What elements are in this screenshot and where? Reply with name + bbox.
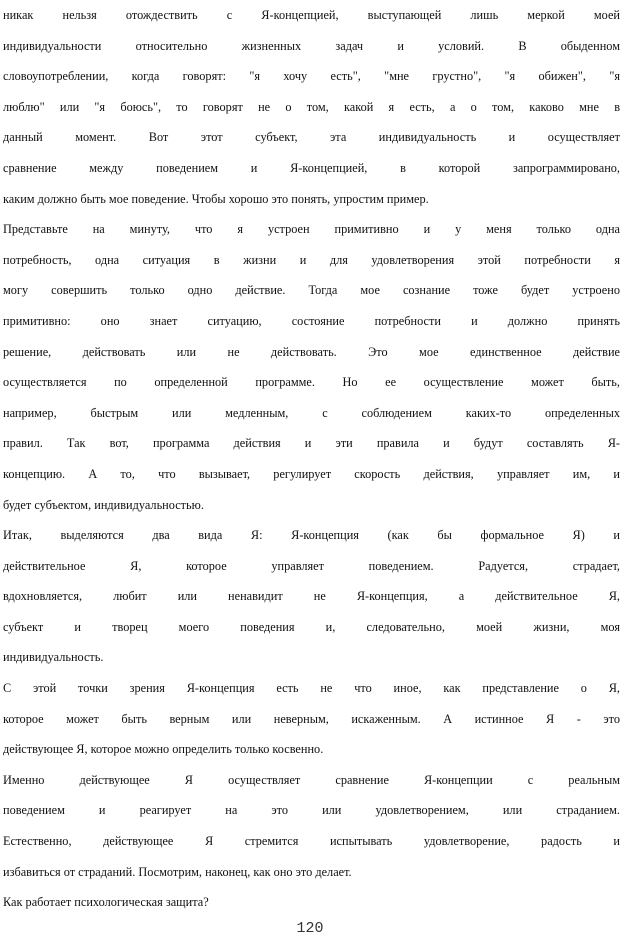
text-line: субъект и творец моего поведения и, следовательно, моей жизни, моя <box>3 619 620 634</box>
text-line: потребность, одна ситуация в жизни и для удовлетворения этой потребности я <box>3 252 620 267</box>
text-line: индивидуальность. <box>3 650 104 665</box>
text-line: словоупотреблении, когда говорят: "я хочу есть", "мне грустно", "я обижен", "я <box>3 69 620 84</box>
text-line: решение, действовать или не действовать. Это мое единственное действие <box>3 344 620 359</box>
text-line: Итак, выделяются два вида Я: Я-концепция (как бы формальное Я) и <box>3 528 620 543</box>
text-line: действительное Я, которое управляет поведением. Радуется, страдает, <box>3 558 620 573</box>
text-line: правил. Так вот, программа действия и эти правила и будут составлять Я- <box>3 436 620 451</box>
text-line: примитивно: оно знает ситуацию, состояние потребности и должно принять <box>3 313 620 328</box>
text-line: С этой точки зрения Я-концепция есть не что иное, как представление о Я, <box>3 681 620 696</box>
text-line: данный момент. Вот этот субъект, эта индивидуальность и осуществляет <box>3 130 620 145</box>
text-line: никак нельзя отождествить с Я-концепцией, выступающей лишь меркой моей <box>3 8 620 22</box>
text-line: индивидуальности относительно жизненных задач и условий. В обыденном <box>3 38 620 53</box>
text-line: Именно действующее Я осуществляет сравнение Я-концепции с реальным <box>3 772 620 787</box>
text-line: Естественно, действующее Я стремится испытывать удовлетворение, радость и <box>3 834 620 849</box>
text-line: поведением и реагирует на это или удовлетворением, или страданием. <box>3 803 620 818</box>
text-line: Как работает психологическая защита? <box>3 895 209 910</box>
text-line: избавиться от страданий. Посмотрим, наконец, как оно это делает. <box>3 864 352 879</box>
text-line: осуществляется по определенной программе. Но ее осуществление может быть, <box>3 375 620 390</box>
text-line: Представьте на минуту, что я устроен примитивно и у меня только одна <box>3 222 620 237</box>
text-line: люблю" или "я боюсь", то говорят не о том, какой я есть, а о том, каково мне в <box>3 99 620 114</box>
body-text <box>3 0 620 918</box>
text-line: действующее Я, которое можно определить только косвенно. <box>3 742 324 757</box>
text-line: сравнение между поведением и Я-концепцией, в которой запрограммировано, <box>3 160 620 175</box>
text-line: которое может быть верным или неверным, искаженным. А истинное Я - это <box>3 711 620 726</box>
text-line: могу совершить только одно действие. Тогда мое сознание тоже будет устроено <box>3 283 620 298</box>
text-line: каким должно быть мое поведение. Чтобы хорошо это понять, упростим пример. <box>3 191 429 206</box>
page-number: 120 <box>296 920 324 937</box>
text-line: вдохновляется, любит или ненавидит не Я-концепция, а действительное Я, <box>3 589 620 604</box>
text-line: будет субъектом, индивидуальностью. <box>3 497 204 512</box>
text-line: концепцию. А то, что вызывает, регулирует скорость действия, управляет им, и <box>3 466 620 481</box>
text-line: например, быстрым или медленным, с соблюдением каких-то определенных <box>3 405 620 420</box>
